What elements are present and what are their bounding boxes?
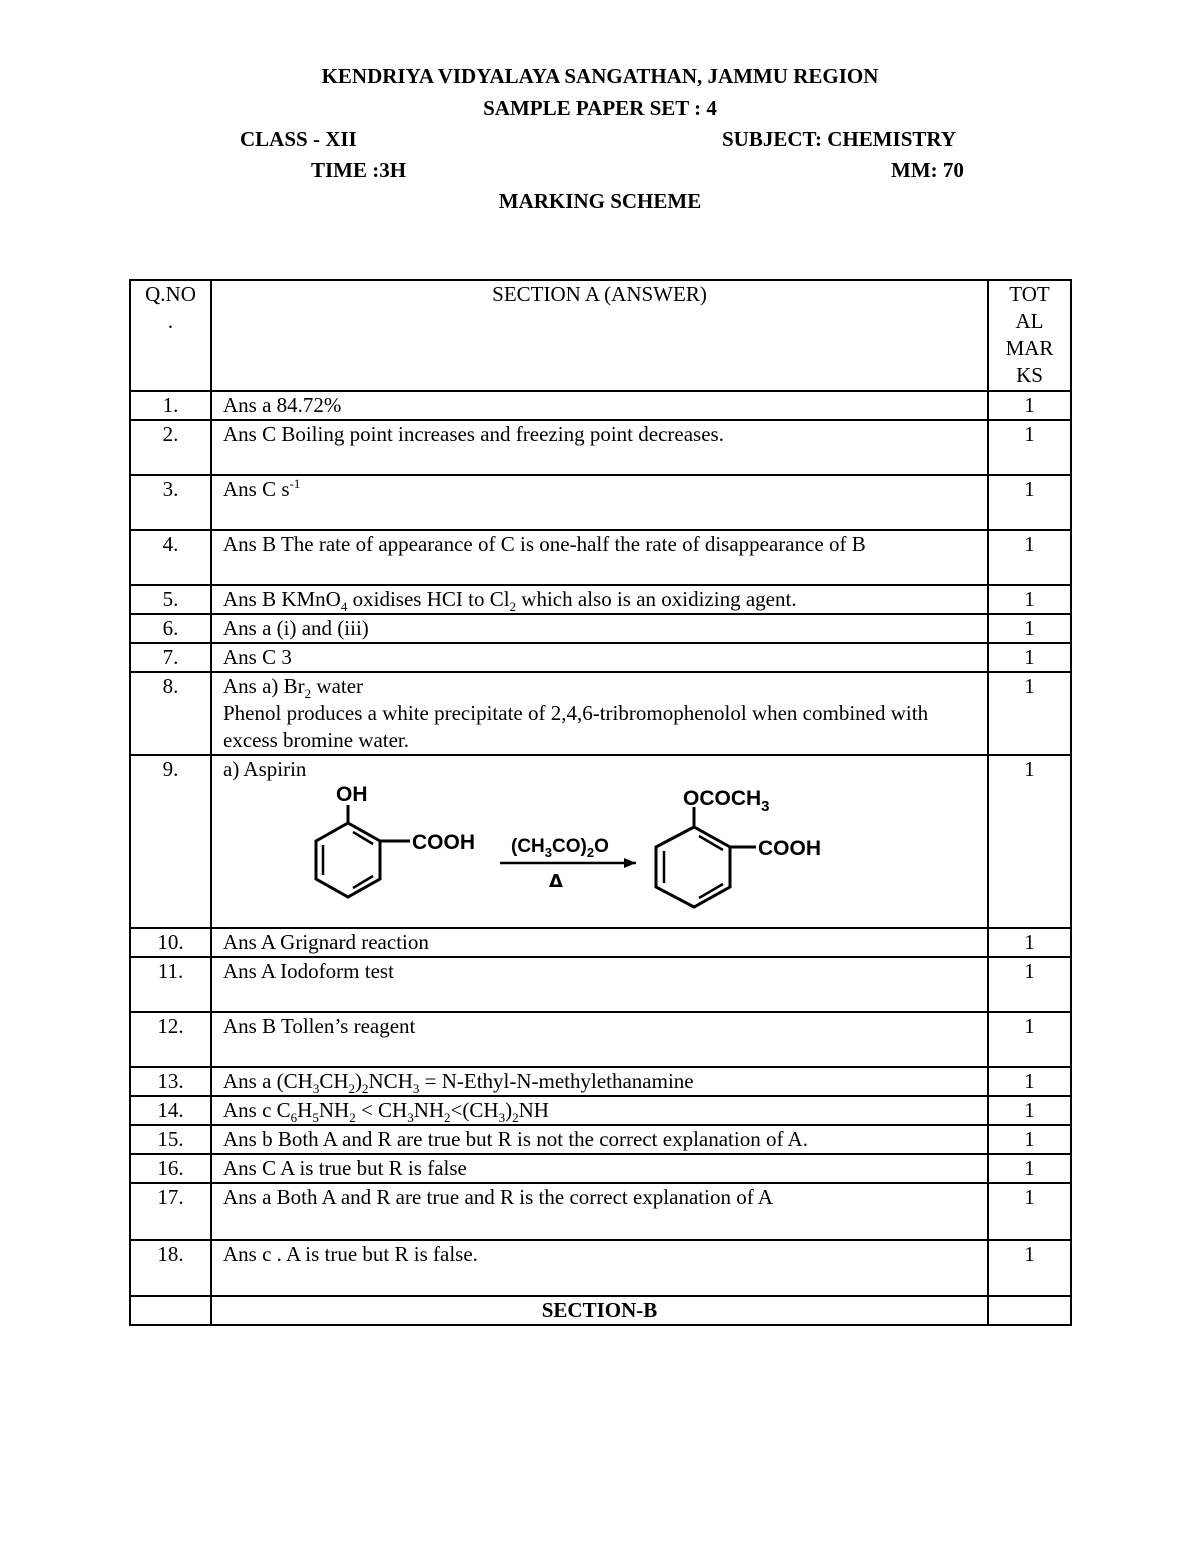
question-number: 14. (130, 1096, 211, 1125)
question-number: 6. (130, 614, 211, 643)
question-number: 5. (130, 585, 211, 614)
table-row (130, 928, 1071, 957)
question-number: 1. (130, 391, 211, 420)
answer-cell: Ans c . A is true but R is false. (211, 1240, 988, 1296)
answer-cell: Ans C A is true but R is false (211, 1154, 988, 1183)
answer-cell: Ans C Boiling point increases and freezing point decreases. (211, 420, 988, 475)
question-number: 2. (130, 420, 211, 475)
table-row (130, 530, 1071, 585)
table-row (130, 585, 1071, 614)
question-number: 18. (130, 1240, 211, 1296)
answer-cell: Ans a) $Br_2$ water Phenol produces a white precipitate of 2,4,6-tribromophenolol when combined with excess bromine water. (211, 672, 988, 755)
answer-cell: Ans B The rate of appearance of C is one-half the rate of disappearance of B (211, 530, 988, 585)
aspirin-ring (656, 807, 756, 907)
heat-symbol: Δ (549, 871, 563, 892)
empty-cell (130, 1296, 211, 1325)
question-number: 10. (130, 928, 211, 957)
reactant-cooh-label: COOH (412, 831, 475, 854)
table-row (130, 1154, 1071, 1183)
section-b-row (130, 1296, 1071, 1325)
question-number: 12. (130, 1012, 211, 1067)
table-row (130, 614, 1071, 643)
empty-cell (988, 1296, 1071, 1325)
marks-cell: 1 (988, 391, 1071, 420)
table-row (130, 643, 1071, 672)
question-number: 9. (130, 755, 211, 928)
table-row (130, 420, 1071, 475)
marks-cell: 1 (988, 1067, 1071, 1096)
answer-cell: Ans B KMnO$_4$ oxidises HCI to $Cl_2$ which also is an oxidizing agent. (211, 585, 988, 614)
header-qno: Q.NO . (130, 280, 211, 391)
question-number: 17. (130, 1183, 211, 1240)
marks-cell: 1 (988, 1012, 1071, 1067)
class-label: CLASS - XII (240, 127, 357, 151)
reactant-oh-label: OH (336, 783, 368, 806)
table-row (130, 1012, 1071, 1067)
header-answer: SECTION A (ANSWER) (211, 280, 988, 391)
section-b-heading: SECTION-B (211, 1296, 988, 1325)
table-row (130, 1183, 1071, 1240)
marks-cell: 1 (988, 1154, 1071, 1183)
answer-cell: Ans A Iodoform test (211, 957, 988, 1012)
table-row (130, 1096, 1071, 1125)
answer-text: a) Aspirin (223, 757, 307, 781)
answer-cell: Ans A Grignard reaction (211, 928, 988, 957)
table-row (130, 957, 1071, 1012)
org-title: KENDRIYA VIDYALAYA SANGATHAN, JAMMU REGION (321, 64, 879, 88)
scheme-title: MARKING SCHEME (498, 189, 702, 213)
product-cooh-label: COOH (758, 837, 821, 860)
table-row (130, 755, 1071, 928)
question-number: 8. (130, 672, 211, 755)
answer-cell: Ans c $C_6H_5NH_2 < CH_3NH_2<(CH_3)_2NH$ (211, 1096, 988, 1125)
question-number: 16. (130, 1154, 211, 1183)
answer-cell: Ans a (i) and (iii) (211, 614, 988, 643)
table-row (130, 1240, 1071, 1296)
marks-cell: 1 (988, 614, 1071, 643)
marking-scheme-table (129, 279, 1072, 1326)
question-number: 15. (130, 1125, 211, 1154)
question-number: 11. (130, 957, 211, 1012)
answer-cell: Ans C $s^{-1}$ (211, 475, 988, 530)
marks-cell: 1 (988, 420, 1071, 475)
marks-cell: 1 (988, 1125, 1071, 1154)
arrow-head-icon (624, 858, 636, 868)
table-row (130, 391, 1071, 420)
reagent-label: $(CH_3CO)_2O$ (511, 836, 609, 860)
question-number: 7. (130, 643, 211, 672)
subject-label: SUBJECT: CHEMISTRY (722, 127, 956, 151)
marks-cell: 1 (988, 585, 1071, 614)
marks-cell: 1 (988, 928, 1071, 957)
answer-cell (211, 755, 988, 928)
marks-cell: 1 (988, 1240, 1071, 1296)
answer-cell: Ans a Both A and R are true and R is the correct explanation of A (211, 1183, 988, 1240)
question-number: 3. (130, 475, 211, 530)
marks-cell: 1 (988, 755, 1071, 928)
answer-cell: Ans b Both A and R are true but R is not the correct explanation of A. (211, 1125, 988, 1154)
answer-cell: Ans a $(CH_3CH_2)_2NCH_3$ = N-Ethyl-N-methylethanamine (211, 1067, 988, 1096)
paper-title: SAMPLE PAPER SET : 4 (483, 96, 717, 120)
marks-cell: 1 (988, 1096, 1071, 1125)
answer-cell: Ans B Tollen’s reagent (211, 1012, 988, 1067)
table-row (130, 1125, 1071, 1154)
marks-cell: 1 (988, 957, 1071, 1012)
marks-cell: 1 (988, 1183, 1071, 1240)
table-row (130, 475, 1071, 530)
salicylic-acid-ring (316, 805, 410, 897)
marks-cell: 1 (988, 530, 1071, 585)
question-number: 4. (130, 530, 211, 585)
table-header-row (130, 280, 1071, 391)
table-row (130, 672, 1071, 755)
time-label: TIME :3H (311, 158, 407, 182)
product-ococh3-label: $OCOCH_3$ (683, 787, 770, 815)
marks-cell: 1 (988, 475, 1071, 530)
marks-cell: 1 (988, 643, 1071, 672)
max-marks-label: MM: 70 (891, 158, 964, 182)
question-number: 13. (130, 1067, 211, 1096)
aspirin-reaction-diagram (278, 783, 878, 923)
table-row (130, 1067, 1071, 1096)
answer-cell: Ans C 3 (211, 643, 988, 672)
header-marks: TOT AL MAR KS (988, 280, 1071, 391)
answer-cell: Ans a 84.72% (211, 391, 988, 420)
marks-cell: 1 (988, 672, 1071, 755)
